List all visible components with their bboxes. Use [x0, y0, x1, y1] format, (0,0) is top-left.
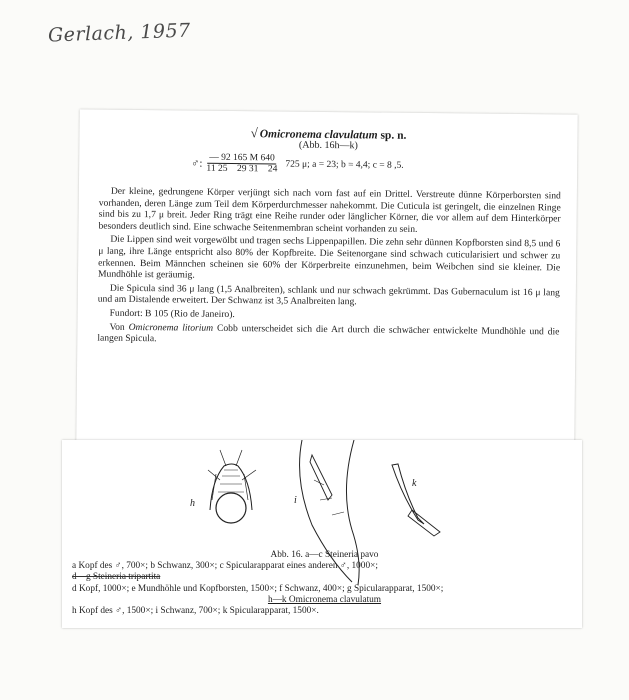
- caption-title: Abb. 16. a—c Steineria pavo: [270, 550, 379, 560]
- caption-line-h-k-title: h—k Omicronema clavulatum: [267, 594, 382, 605]
- figure-label-k: k: [412, 478, 417, 489]
- head-drawing: [208, 450, 256, 523]
- figure-reference: (Abb. 16h—k): [298, 139, 358, 152]
- figure-label-h: h: [190, 498, 195, 509]
- caption-line-a-c: a Kopf des ♂, 700×; b Schwanz, 300×; c Spicularapparat eines anderen ♂, 1000×;: [72, 561, 378, 572]
- caption-line-d-g: d Kopf, 1000×; e Mundhöhle und Kopfborsten, 1500×; f Schwanz, 400×; g Spicularapparat, 1500×;: [72, 583, 444, 594]
- spicular-apparatus-drawing: [392, 464, 440, 536]
- paragraph-comparison: Von Omicronema litorium Cobb unterscheidet sich die Art durch die schwächer entwickelte Mundhöhle und die langen Spicula.: [97, 321, 560, 345]
- male-symbol: ♂:: [191, 157, 203, 170]
- caption-line-d-g-title: d—g Steineria tripartita: [72, 572, 161, 583]
- checkmark-icon: √: [250, 125, 258, 141]
- formula-fraction: [206, 153, 277, 175]
- de-man-formula: [191, 153, 404, 176]
- formula-denominator: 11 25 29 31 24: [206, 163, 278, 175]
- paragraph-head: Die Lippen sind weit vorgewölbt und tragen sechs Lippenpapillen. Die zehn sehr dünnen Kopfborsten sind 8,5 und 6 μ lang, ihre Länge entspricht also 80% der Kopfbreite. Die Seitenorgane sind schwach cuticularisiert und schwer zu erkennen. Beim Männchen scheinen sie 60% der Körperbreite einzunehmen, beim Weibchen sind sie kleiner. Die Mundhöhle ist geräumig.: [97, 234, 561, 281]
- formula-ratios: 725 μ; a = 23; b = 4,4; c = 8 ,5.: [285, 159, 404, 171]
- figure-label-i: i: [294, 495, 297, 506]
- caption-line-h-k: h Kopf des ♂, 1500×; i Schwanz, 700×; k Spicularapparat, 1500×.: [72, 606, 319, 617]
- paragraph-body: Der kleine, gedrungene Körper verjüngt sich nach vorn fast auf ein Drittel. Verstreute dünne Körperborsten sind vorhanden, deren Länge zum Teil dem Körperdurchmesser nahekommt. Die Cuticula ist geringelt, die einzelnen Ringe sind bis zu 1,7 μ breit. Jeder Ring trägt eine Reihe runder oder länglicher Körner, die vor allem auf dem Hinterkörper besonders deutlich sind. Eine schwache Seitenmembran scheint vorhanden zu sein.: [98, 185, 561, 235]
- species-suffix: sp. n.: [380, 129, 407, 142]
- compared-species: Omicronema litorium: [128, 321, 214, 334]
- handwritten-author-note: Gerlach, 1957: [47, 19, 192, 47]
- figure-clipping: [62, 440, 582, 628]
- description-body: [97, 186, 561, 352]
- description-clipping: [76, 109, 577, 446]
- species-name: Omicronema clavulatum: [259, 128, 378, 142]
- paragraph-spicula: Die Spicula sind 36 μ lang (1,5 Analbreiten), schlank und nur schwach gekrümmt. Das Gubernaculum ist 16 μ lang und am Distalende erweitert. Der Schwanz ist 3,5 Analbreiten lang.: [97, 282, 560, 308]
- figure-caption: [72, 550, 577, 617]
- paragraph-locality: Fundort: B 105 (Rio de Janeiro).: [109, 307, 235, 320]
- formula-numerator: — 92 165 M 640: [207, 153, 277, 165]
